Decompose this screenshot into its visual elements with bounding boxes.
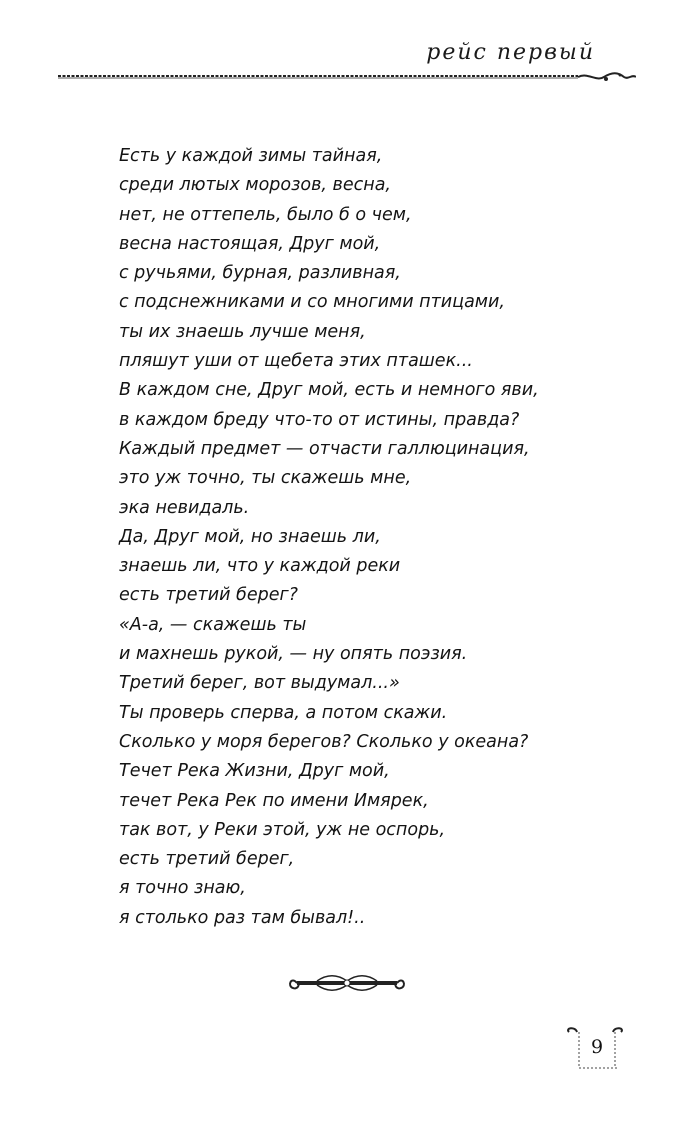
poem-line: среди лютых морозов, весна, <box>119 175 391 196</box>
poem-line: «А-а, — скажешь ты <box>119 614 307 635</box>
poem-line: Ты проверь сперва, а потом скажи. <box>119 702 448 723</box>
poem-line: ты их знаешь лучше меня, <box>119 321 366 342</box>
poem-line: Да, Друг мой, но знаешь ли, <box>119 526 381 547</box>
poem-line: с ручьями, бурная, разливная, <box>119 263 401 284</box>
poem-line: я столько раз там бывал!.. <box>119 907 366 928</box>
poem-line: нет, не оттепель, было б о чем, <box>119 204 412 225</box>
poem-line: есть третий берег? <box>119 585 298 606</box>
poem-line: течет Река Рек по имени Имярек, <box>119 790 429 811</box>
poem-line: весна настоящая, Друг мой, <box>119 233 381 254</box>
poem-line: это уж точно, ты скажешь мне, <box>119 468 412 489</box>
poem-line: в каждом бреду что-то от истины, правда? <box>119 409 520 430</box>
running-head: рейс первый <box>426 40 595 65</box>
poem-line: с подснежниками и со многими птицами, <box>119 292 505 313</box>
poem-text <box>119 142 639 933</box>
poem-line: Течет Река Жизни, Друг мой, <box>119 761 390 782</box>
poem-line: пляшут уши от щебета этих пташек... <box>119 351 473 372</box>
poem-line: и махнешь рукой, — ну опять поэзия. <box>119 644 468 665</box>
poem-line: эка невидаль. <box>119 497 250 518</box>
poem-line: Есть у каждой зимы тайная, <box>119 146 383 166</box>
poem-line: Сколько у моря берегов? Сколько у океана? <box>119 731 529 752</box>
poem-line: знаешь ли, что у каждой реки <box>119 556 401 577</box>
poem-line: есть третий берег, <box>119 849 295 870</box>
poem-line: так вот, у Реки этой, уж не оспорь, <box>119 819 446 840</box>
page-number: 9 <box>590 1036 604 1058</box>
poem-line: Каждый предмет — отчасти галлюцинация, <box>119 438 530 459</box>
poem-line: я точно знаю, <box>119 878 246 899</box>
header-decorative-rule <box>58 72 636 82</box>
vignette-ornament-icon <box>287 972 407 994</box>
poem-line: Третий берег, вот выдумал...» <box>119 673 400 694</box>
poem-line: В каждом сне, Друг мой, есть и немного яви, <box>119 380 539 401</box>
